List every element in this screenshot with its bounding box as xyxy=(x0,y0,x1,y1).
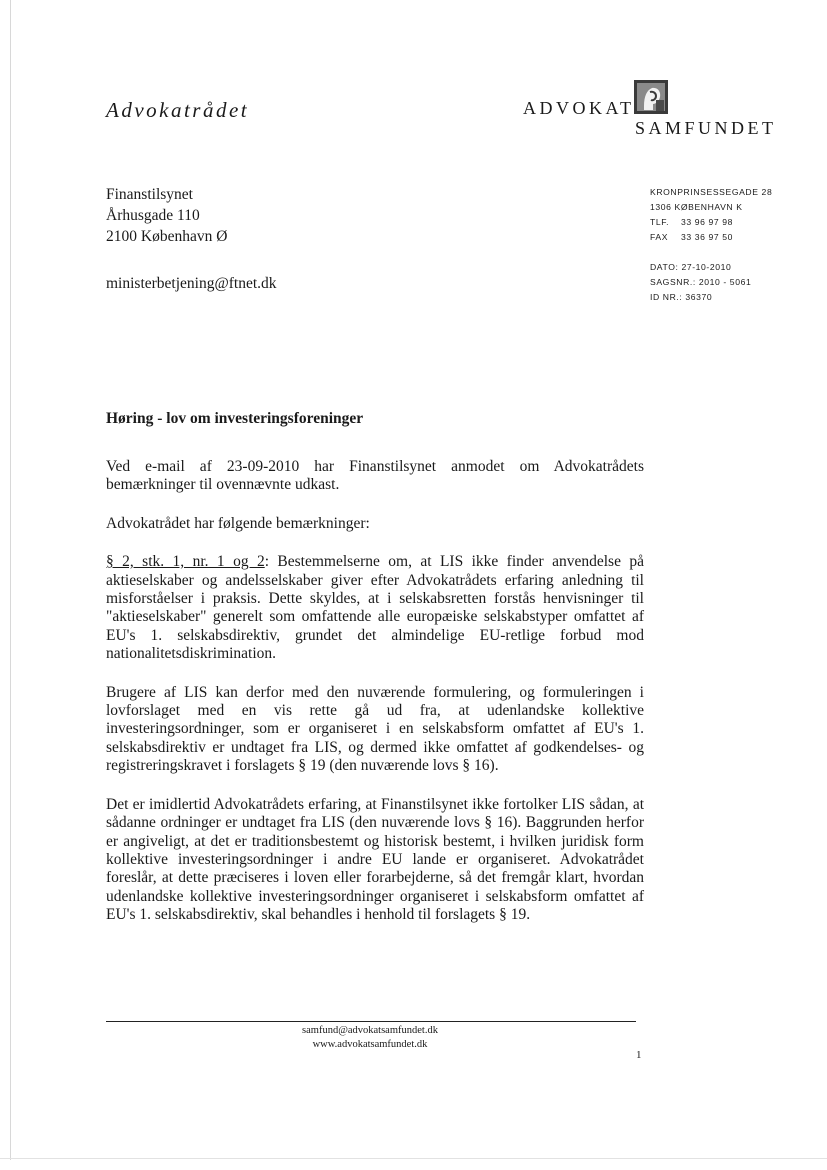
letter-subject: Høring - lov om investeringsforeninger xyxy=(106,410,364,427)
paragraph: Brugere af LIS kan derfor med den nuværende formulering, og formuleringen i lovforslaget med en vis rette gå ud fra, at udenlandske kollektive investeringsordninger, som er organiseret i en selskabsform omfattet af EU's 1. selskabsdirektiv er undtaget fra LIS, og dermed ikke omfattet af godkendelses- og registreringskravet i forslagets § 19 (den nuværende lovs § 16). xyxy=(106,683,644,775)
sender-city: 1306 KØBENHAVN K xyxy=(650,202,743,212)
phone-label: TLF. xyxy=(650,217,670,227)
paragraph-text: : Bestemmelserne om, at LIS ikke finder anvendelse på aktieselskaber og andelsselskaber giver efter Advokatrådets erfaring anledning til misforståelser i praksis. Dette skyldes, at i selskabsretten forstås henvisninger til "aktieselskaber" generelt som omfattende alle europæiske selskabstyper omfattet af EU's 1. selskabsdirektiv, grundet det almindelige EU-retlige forbud mod nationalitetsdiskrimination. xyxy=(106,553,644,663)
recipient-line: Finanstilsynet xyxy=(106,186,193,203)
page-edge-left xyxy=(10,0,11,1160)
id-number: ID NR.: 36370 xyxy=(650,292,713,302)
page-edge-bottom xyxy=(0,1158,827,1159)
logo-word-samfundet: SAMFUNDET xyxy=(635,118,777,138)
logo-word-advokat: ADVOKAT xyxy=(523,98,635,118)
footer-divider xyxy=(106,1021,636,1022)
lady-justice-icon xyxy=(634,80,668,114)
logo xyxy=(523,80,783,140)
page-number: 1 xyxy=(636,1049,642,1061)
paragraph xyxy=(106,553,644,663)
paragraph: Advokatrådet har følgende bemærkninger: xyxy=(106,514,370,532)
sender-phone xyxy=(650,215,772,230)
footer xyxy=(200,1024,540,1052)
recipient-address xyxy=(106,184,227,247)
sender-fax xyxy=(650,230,772,245)
recipient-email: ministerbetjening@ftnet.dk xyxy=(106,275,277,292)
letter-body xyxy=(106,458,644,945)
paragraph: Det er imidlertid Advokatrådets erfaring, at Finanstilsynet ikke fortolker LIS sådan, at sådanne ordninger er undtaget fra LIS (den nuværende lovs § 16). Baggrunden herfor er angiveligt, at det er traditionsbestemt og historisk bestemt, i hvilken juridisk form kollektive investeringsordninger i andre EU lande er organiseret. Advokatrådet foreslår, at dette præciseres i loven eller forarbejderne, så det fremgår klart, hvordan udenlandske kollektive investeringsordninger organiseret i selskabsform omfattet af EU's 1. selskabsdirektiv, skal behandles i henhold til forslagets § 19. xyxy=(106,795,644,924)
sender-street: KRONPRINSESSEGADE 28 xyxy=(650,187,773,197)
fax-label: FAX xyxy=(650,232,669,242)
paragraph: Ved e-mail af 23-09-2010 har Finanstilsynet anmodet om Advokatrådets bemærkninger til ovennævnte udkast. xyxy=(106,458,644,494)
letter-date: DATO: 27-10-2010 xyxy=(650,262,732,272)
recipient-line: Århusgade 110 xyxy=(106,207,200,224)
phone-number: 33 96 97 98 xyxy=(681,217,733,227)
footer-email: samfund@advokatsamfundet.dk xyxy=(302,1025,438,1036)
case-number: SAGSNR.: 2010 - 5061 xyxy=(650,277,752,287)
fax-number: 33 36 97 50 xyxy=(681,232,733,242)
recipient-line: 2100 København Ø xyxy=(106,228,228,245)
footer-website: www.advokatsamfundet.dk xyxy=(312,1039,428,1050)
section-reference: § 2, stk. 1, nr. 1 og 2 xyxy=(106,553,265,571)
sender-details xyxy=(650,185,772,305)
council-name: Advokatrådet xyxy=(106,98,250,122)
